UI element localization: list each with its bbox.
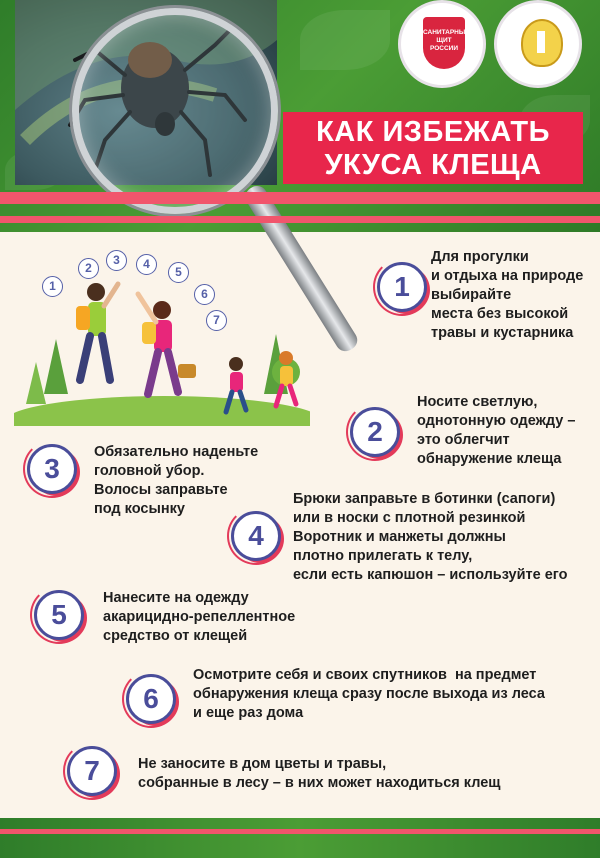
tip-text-4: Брюки заправьте в ботинки (сапоги) или в носки с плотной резинкой Воротник и манжеты должны плотно прилегать к телу, если есть капюшон – используйте его xyxy=(293,491,568,583)
tip-text-3: Обязательно наденьте головной убор. Волосы заправьте под косынку xyxy=(94,444,259,517)
illustration-number: 5 xyxy=(168,262,189,283)
sanitary-shield-logo xyxy=(398,0,486,88)
illustration-number: 1 xyxy=(42,276,63,297)
illustration-number: 2 xyxy=(78,258,99,279)
pink-stripe xyxy=(0,192,600,204)
illustration-number: 7 xyxy=(206,310,227,331)
tip-number-2: 2 xyxy=(350,407,400,457)
tip-text-7: Не заносите в дом цветы и травы, собранные в лесу – в них может находиться клещ xyxy=(138,756,501,791)
tip-text-2: Носите светлую, однотонную одежду – это облегчит обнаружение клеща xyxy=(417,394,576,467)
tip-number-3: 3 xyxy=(27,444,77,494)
rospotrebnadzor-emblem xyxy=(494,0,582,88)
tip-number-1: 1 xyxy=(377,262,427,312)
footer-pink-stripe xyxy=(0,829,600,834)
tip-text-1: Для прогулки и отдыха на природе выбирайте места без высокой травы и кустарника xyxy=(431,249,584,341)
illustration-number: 3 xyxy=(106,250,127,271)
pink-stripe-thin xyxy=(0,216,600,223)
page-title: КАК ИЗБЕЖАТЬ УКУСА КЛЕЩА xyxy=(283,112,583,184)
shield-icon: САНИТАРНЫЙ ЩИТ РОССИИ xyxy=(423,17,465,69)
footer-banner xyxy=(0,818,600,858)
illustration-number: 6 xyxy=(194,284,215,305)
tip-text-5: Нанесите на одежду акарицидно-репеллентное средство от клещей xyxy=(103,590,296,644)
tip-number-5: 5 xyxy=(34,590,84,640)
tip-number-6: 6 xyxy=(126,674,176,724)
tip-number-4: 4 xyxy=(231,511,281,561)
eagle-emblem-icon xyxy=(521,19,563,67)
illustration-number: 4 xyxy=(136,254,157,275)
magnifier-lens xyxy=(72,8,278,214)
tip-text-6: Осмотрите себя и своих спутников на предмет обнаружения клеща сразу после выхода из леса и еще раз дома xyxy=(193,667,545,721)
family-hiking-illustration xyxy=(14,244,310,426)
tip-number-7: 7 xyxy=(67,746,117,796)
